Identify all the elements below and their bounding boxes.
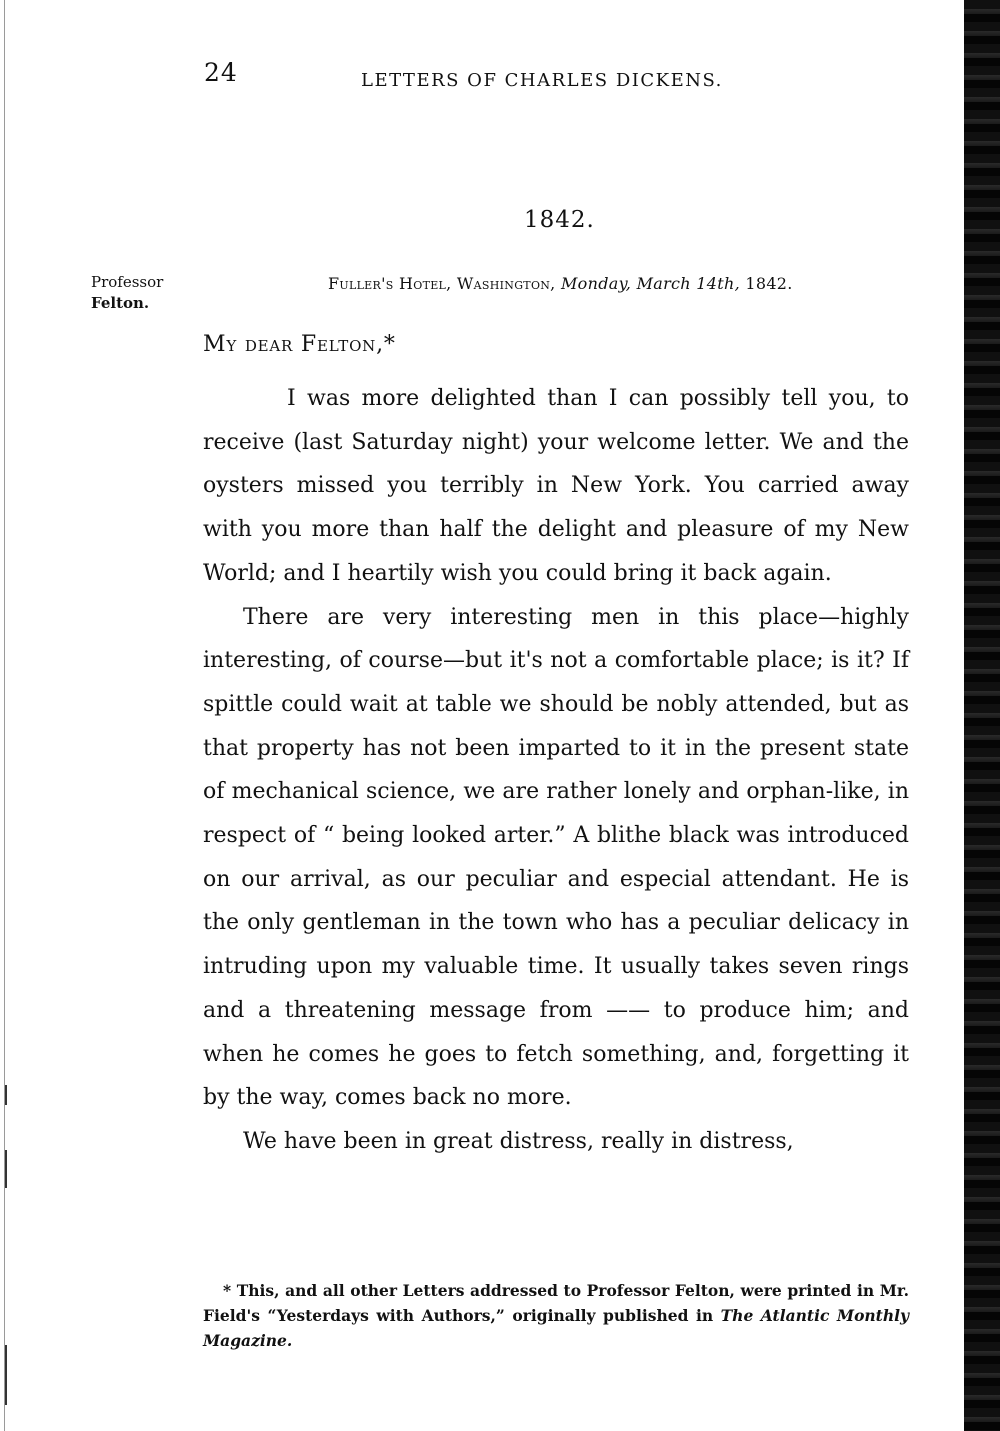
scan-mark [5,1085,7,1105]
footnote-text: * This, and all other Letters addressed to Professor Felton, were printed in Mr. Field's “Yesterdays with Authors,” originally published in [203,1281,909,1325]
scan-edge-shadow [964,0,1000,1431]
margin-note [91,272,201,314]
scan-mark [5,1150,7,1188]
footnote [203,1278,909,1353]
body-paragraph: There are very interesting men in this place—highly interesting, of course—but it's not a comfortable place; is it? If spittle could wait at table we should be nobly attended, but as that property has not been imparted to it in the present state of mechanical science, we are rather lonely and orphan-like, in respect of “ being looked arter.” A blithe black was introduced on our arrival, as our peculiar and especial attendant. He is the only gentleman in the town who has a peculiar delicacy in intruding upon my valuable time. It usually takes seven rings and a threatening message from —— to produce him; and when he comes he goes to fetch something, and, forgetting it by the way, comes back no more. [203,604,909,1111]
margin-note-line: Felton. [91,294,150,312]
body-paragraph: I was more delighted than I can possibly tell you, to receive (last Saturday night) your welcome letter. We and the oysters missed you terribly in New York. You carried away with you more than half the delight and pleasure of my New World; and I heartily wish you could bring it back again. [203,386,909,586]
margin-note-line: Professor [91,273,164,291]
page-left-edge [4,0,5,1431]
dateline-place: Fuller's Hotel, Washington, [328,274,556,293]
running-title: LETTERS OF CHARLES DICKENS. [361,70,723,91]
page-number: 24 [204,58,238,87]
footnote-publication: The Atlantic Monthly Magazine. [203,1306,909,1350]
letter-dateline [328,274,793,293]
letter-salutation: My dear Felton,* [203,332,396,357]
year-heading: 1842. [524,207,595,233]
scan-mark [5,1345,7,1405]
dateline-day: Monday, [560,274,632,293]
body-paragraph: We have been in great distress, really in distress, [243,1128,794,1154]
letter-body [203,377,909,1164]
dateline-year: 1842. [745,274,793,293]
dateline-date: March 14th, [636,274,740,293]
